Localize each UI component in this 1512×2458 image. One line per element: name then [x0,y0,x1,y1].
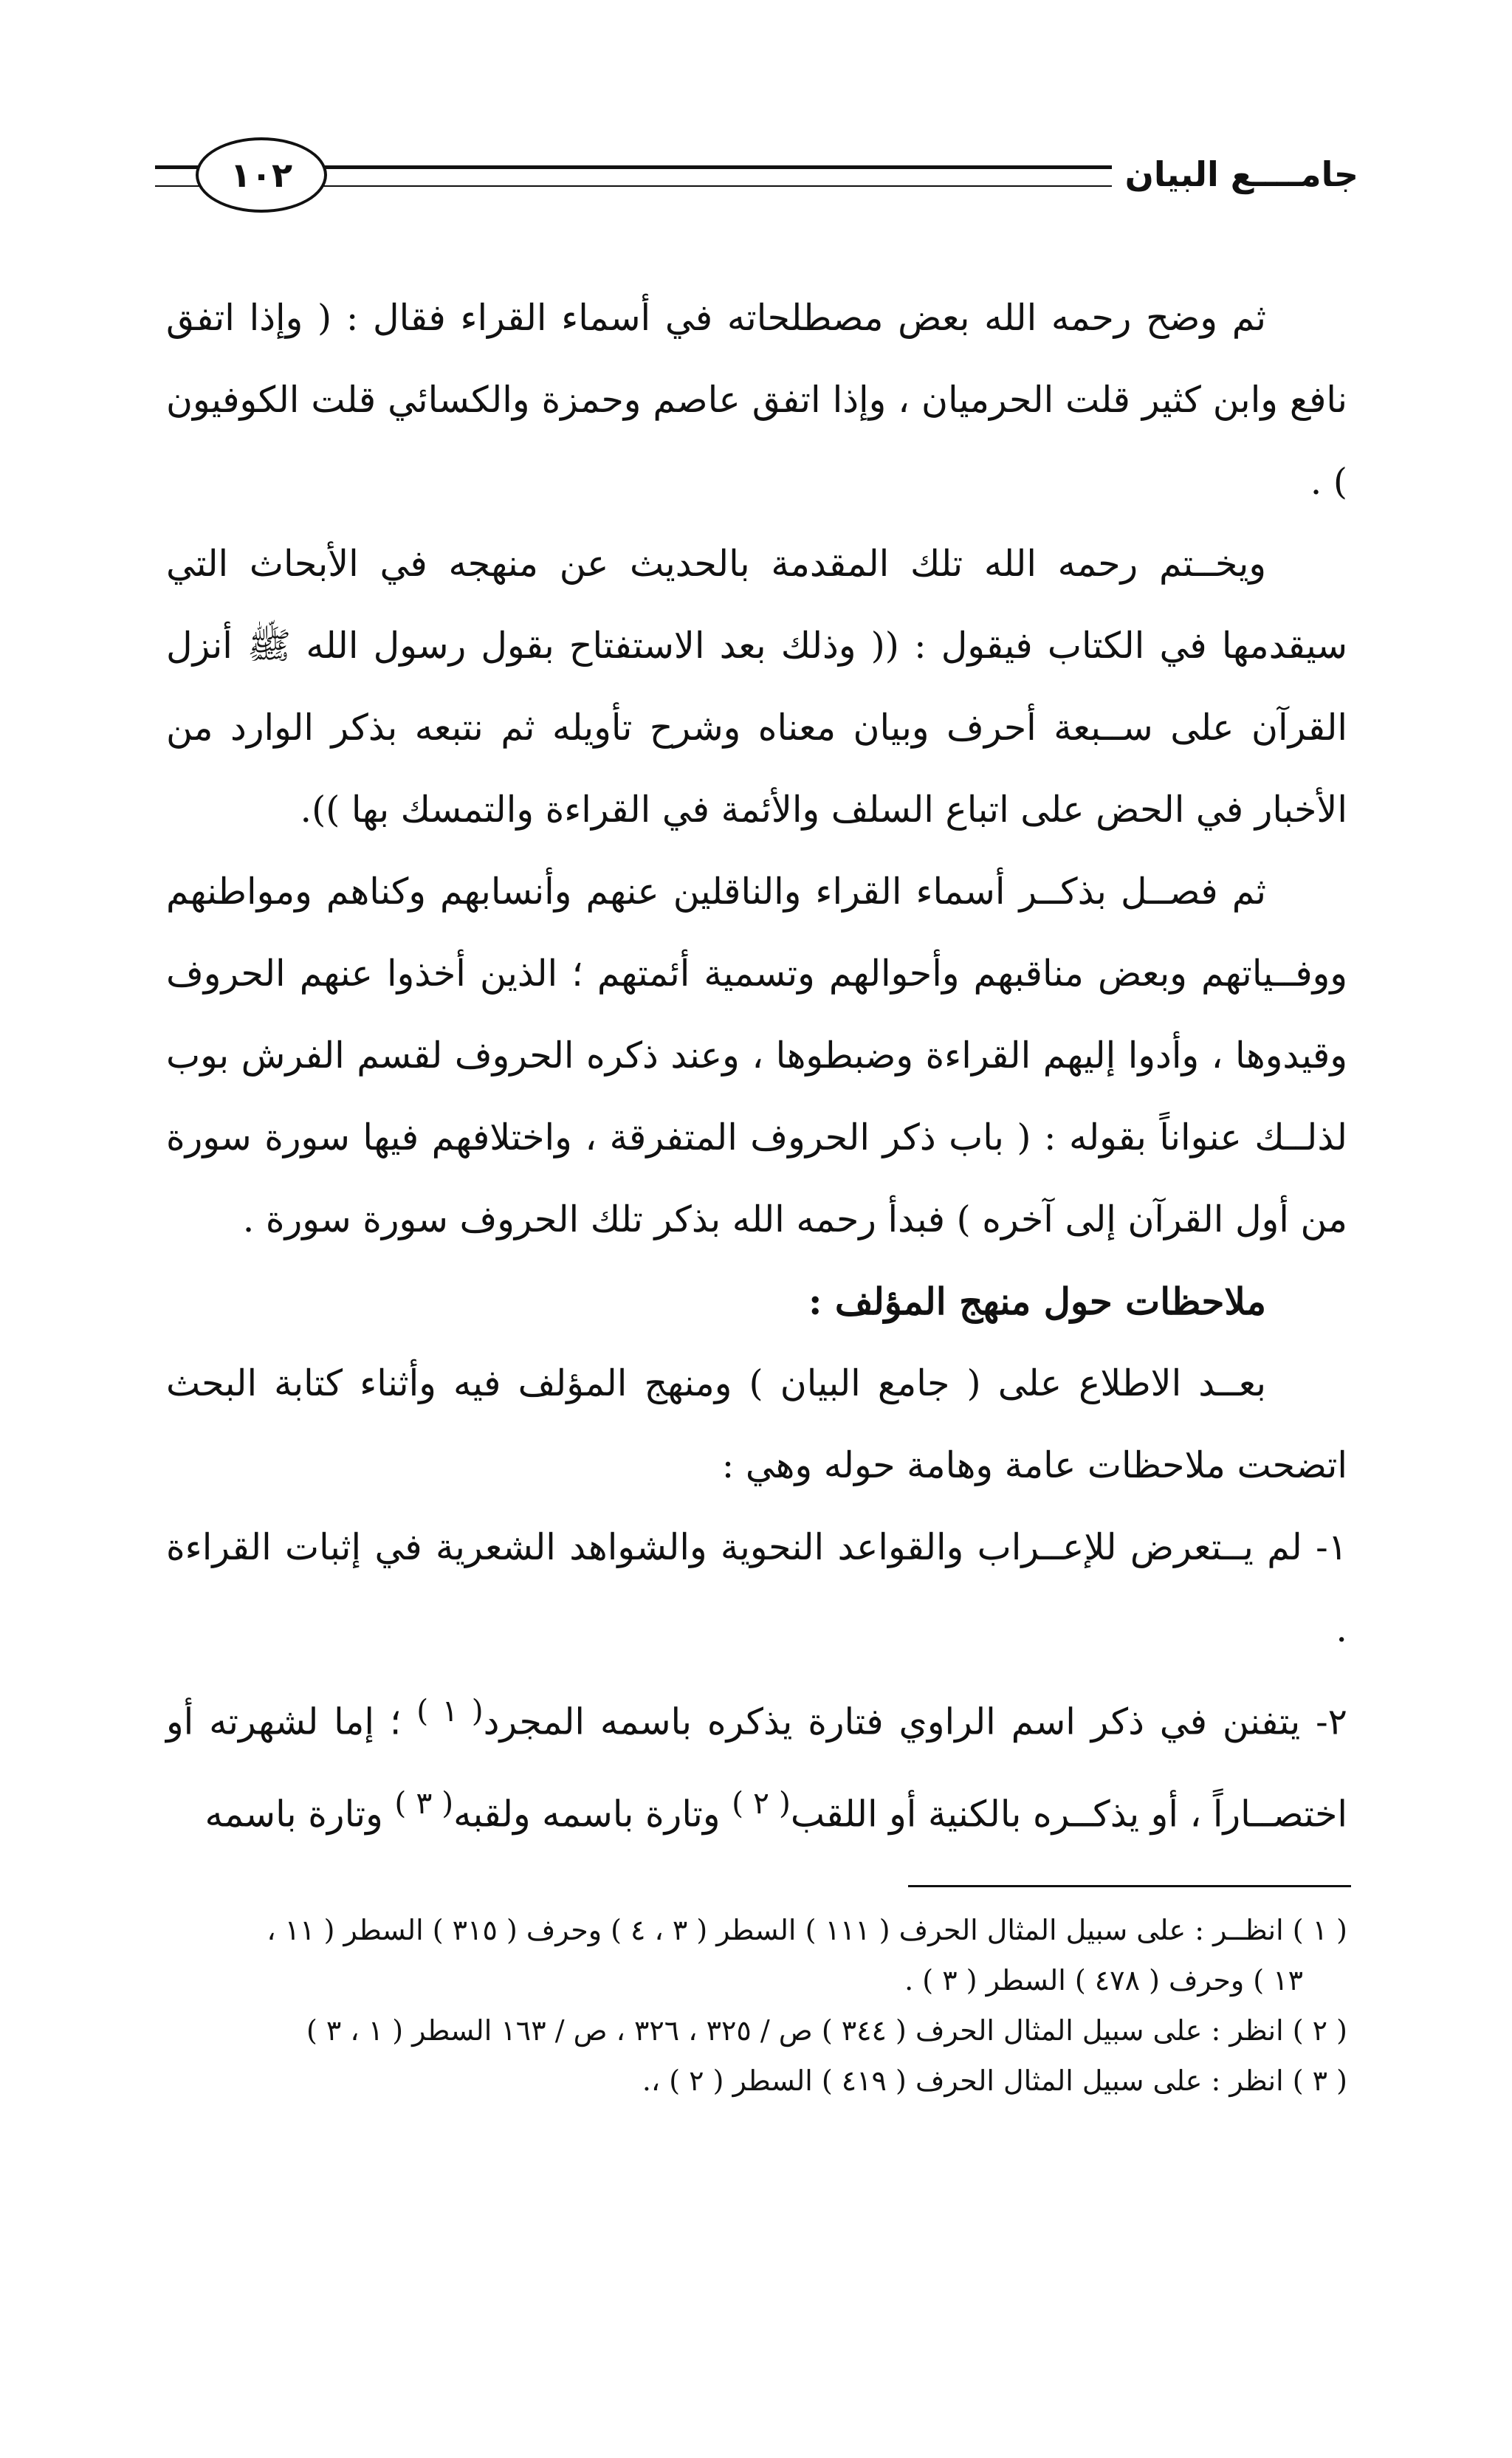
footnote-1-continued: ١٣ ) وحرف ( ٤٧٨ ) السطر ( ٣ ) . [904,1964,1303,1997]
paragraph-3: ثم فصــل بذكــر أسماء القراء والناقلين عنهم وأنسابهم وكناهم ومواطنهم ووفــياتهم وبعض مناقبهم وأحوالهم وتسمية أئمتهم ؛ الذين أخذوا عنهم الحروف وقيدوها ، وأدوا إليهم القراءة وضبطوها ، وعند ذكره الحروف لقسم الفرش بوب لذلــك عنواناً بقوله : ( باب ذكر الحروف المتفرقة ، واختلافهم فيها سورة سورة من أول القرآن إلى آخره ) فبدأ رحمه الله بذكر تلك الحروف سورة سورة . [166,871,1347,1240]
list-item-2 [166,1670,1347,1855]
page-header [155,131,1358,213]
list-item-2-text-d: وتارة باسمه [205,1793,395,1836]
footnote-3: ( ٣ ) انظر : على سبيل المثال الحرف ( ٤١٩ ) السطر ( ٢ ) ،. [642,2064,1347,2097]
main-text [166,277,1347,1855]
paragraph-1: ثم وضح رحمه الله بعض مصطلحاته في أسماء القراء فقال : ( وإذا اتفق نافع وابن كثير قلت الحرميان ، وإذا اتفق عاصم وحمزة والكسائي قلت الكوفيون ) . [166,297,1347,503]
page-number: ١٠٢ [196,137,327,213]
footnote-separator [908,1885,1351,1887]
list-item-1: ١- لم يــتعرض للإعــراب والقواعد النحوية والشواهد الشعرية في إثبات القراءة . [166,1526,1347,1650]
footnote-ref-1: ( ١ ) [416,1693,484,1729]
paragraph-2: ويخــتم رحمه الله تلك المقدمة بالحديث عن منهجه في الأبحاث التي سيقدمها في الكتاب فيقول : (( وذلك بعد الاستفتاح بقول رسول الله ﷺ أنزل القرآن على ســبعة أحرف وبيان معناه وشرح تأويله ثم نتبعه بذكر الوارد من الأخبار في الحض على اتباع السلف والأئمة في القراءة والتمسك بها )). [166,543,1347,831]
running-title: جامــــع البيان [1112,145,1358,204]
footnote-ref-3: ( ٣ ) [394,1785,454,1822]
header-rule-left [155,165,185,187]
footnote-2: ( ٢ ) انظر : على سبيل المثال الحرف ( ٣٤٤ ) ص / ٣٢٥ ، ٣٢٦ ، ص / ١٦٣ السطر ( ١ ، ٣ ) [306,2014,1347,2047]
footnote-1: ( ١ ) انظــر : على سبيل المثال الحرف ( ١١١ ) السطر ( ٣ ، ٤ ) وحرف ( ٣١٥ ) السطر ( ١١ ، [267,1914,1347,1946]
footnote-ref-2: ( ٢ ) [732,1785,791,1822]
list-item-2-text-a: ٢- يتفنن في ذكر اسم الراوي فتارة يذكره باسمه المجرد [483,1700,1347,1743]
paragraph-4: بعــد الاطلاع على ( جامع البيان ) ومنهج المؤلف فيه وأثناء كتابة البحث اتضحت ملاحظات عامة وهامة حوله وهي : [166,1362,1347,1486]
footnotes [166,1909,1347,2109]
list-item-2-text-b: ؛ إما لشهرته أو اختصــاراً ، أو يذكــره بالكنية أو اللقب [166,1700,1347,1836]
list-item-2-text-c: وتارة باسمه ولقبه [453,1793,732,1836]
section-heading: ملاحظات حول منهج المؤلف : [808,1280,1266,1323]
